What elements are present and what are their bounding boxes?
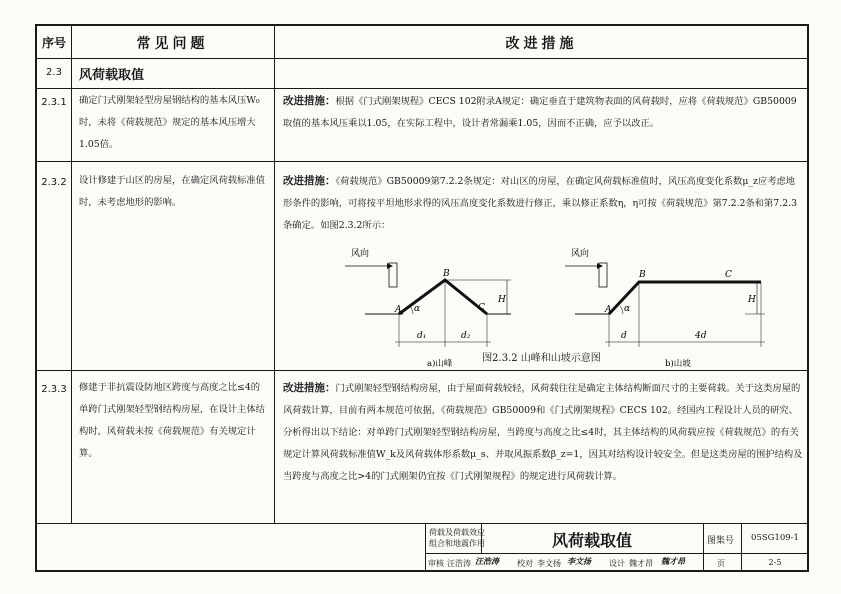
section-number: 2.3 <box>46 67 62 78</box>
title-block <box>425 523 809 572</box>
row-number: 2.3.3 <box>41 384 67 395</box>
height-label: H <box>748 295 756 305</box>
measure-body: 《荷载规范》GB50009第7.2.2条规定：对山区的房屋，在确定风荷载标准值时，风压高度变化系数μ_z应考虑地形条件的影响，可将按平坦地形求得的风压高度变化系数进行修正，乘以修正系数η，η可按《荷载规范》第7.2.2条和第7.2.3条确定。如图2.3.2所示： <box>283 176 797 231</box>
review-label: 审核 <box>428 559 444 568</box>
rule-header <box>37 58 807 59</box>
point-c: C <box>478 303 485 313</box>
review-signature: 汪浩涛 <box>475 556 499 566</box>
point-a: A <box>395 305 402 315</box>
category-line2: 组合和地震作用 <box>429 539 485 548</box>
review-name: 汪浩涛 <box>447 559 471 568</box>
alpha-label: α <box>414 304 421 314</box>
sheet-title: 风荷载取值 <box>551 531 632 550</box>
page-number: 2-5 <box>768 558 782 567</box>
measure-label: 改进措施： <box>283 382 336 394</box>
height-label: H <box>498 295 506 305</box>
sub-caption-b: b)山坡 <box>665 359 691 369</box>
d-label: d <box>621 331 627 341</box>
atlas-label: 图集号 <box>707 536 735 546</box>
check-signature: 李文扬 <box>567 556 591 566</box>
page-label: 页 <box>717 559 725 568</box>
problem-text: 修建于非抗震设防地区跨度与高度之比≤4的单跨门式刚架轻型钢结构房屋，在设计主体结构时，风荷载未按《荷载规范》有关规定计算。 <box>79 382 265 459</box>
rule-col-no <box>71 26 72 523</box>
check-label: 校对 <box>517 559 533 568</box>
measure-text <box>283 90 803 135</box>
point-b: B <box>443 269 450 279</box>
peak-profile <box>399 280 487 314</box>
d1-label: d₁ <box>417 331 427 341</box>
header-no: 序号 <box>41 36 66 50</box>
problem-text: 设计修建于山区的房屋，在确定风荷载标准值时，未考虑地形的影响。 <box>79 175 265 208</box>
slope-profile <box>609 282 761 314</box>
row-number: 2.3.1 <box>41 97 67 108</box>
point-a: A <box>605 305 612 315</box>
sub-caption-a: a)山峰 <box>427 359 453 369</box>
wind-label: 风向 <box>351 249 370 259</box>
wind-label: 风向 <box>571 249 590 259</box>
d2-label: d₂ <box>461 331 471 341</box>
measure-label: 改进措施： <box>283 95 336 107</box>
arrow-head-icon <box>387 263 393 269</box>
design-label: 设计 <box>609 559 625 568</box>
point-c: C <box>725 270 732 280</box>
measure-text <box>283 377 803 488</box>
measure-text <box>283 170 803 237</box>
problem-text: 确定门式刚架轻型房屋钢结构的基本风压W₀时，未将《荷载规范》规定的基本风压增大1.05倍。 <box>79 95 260 150</box>
check-name: 李文扬 <box>537 559 561 568</box>
measure-body: 根据《门式刚架规程》CECS 102附录A规定：确定垂直于建筑物表面的风荷载时，应将《荷载规范》GB50009取值的基本风压乘以1.05，在实际工程中，设计者常漏乘1.05，因而不正确，应予以改正。 <box>283 96 797 129</box>
figure-caption: 图2.3.2 山峰和山坡示意图 <box>482 353 601 364</box>
alpha-label: α <box>624 304 631 314</box>
point-b: B <box>639 270 646 280</box>
row-number: 2.3.2 <box>41 177 67 188</box>
measure-body: 门式刚架轻型钢结构房屋，由于屋面荷载较轻，风荷载往往是确定主体结构断面尺寸的主要荷载。关于这类房屋的风荷载计算，目前有两本规范可依据，《荷载规范》GB50009和《门式刚架规程》CECS 102。经国内工程设计人员的研究、分析得出以下结论：对单跨门式刚架轻型钢结构房屋，当跨度与高度之比≤4时，其主体结构的风荷载应按《荷载规范》的有关规定计算风荷载标准值W_k及风荷载体形系数μ_s、并取风振系数β_z=1，因其对结构设计较安全。但是这类房屋的围护结构及当跨度与高度之比>4的门式刚架仍宜按《门式刚架规程》的规定进行风荷载计算。 <box>283 383 803 482</box>
measure-label: 改进措施： <box>283 175 336 187</box>
4d-label: 4d <box>695 331 707 341</box>
header-problem: 常见问题 <box>136 36 209 52</box>
atlas-number: 05SG109-1 <box>751 533 799 543</box>
section-title: 风荷载取值 <box>79 68 145 83</box>
category-line1: 荷载及荷载效应 <box>429 528 485 537</box>
header-measure: 改进措施 <box>505 36 578 52</box>
design-name: 魏才昂 <box>629 559 653 568</box>
drawing-sheet <box>35 24 809 572</box>
design-signature: 魏才昂 <box>661 556 685 566</box>
rule-row1 <box>37 161 807 162</box>
rule-row2 <box>37 370 807 371</box>
arrow-head-icon <box>597 263 603 269</box>
rule-section <box>37 88 807 89</box>
